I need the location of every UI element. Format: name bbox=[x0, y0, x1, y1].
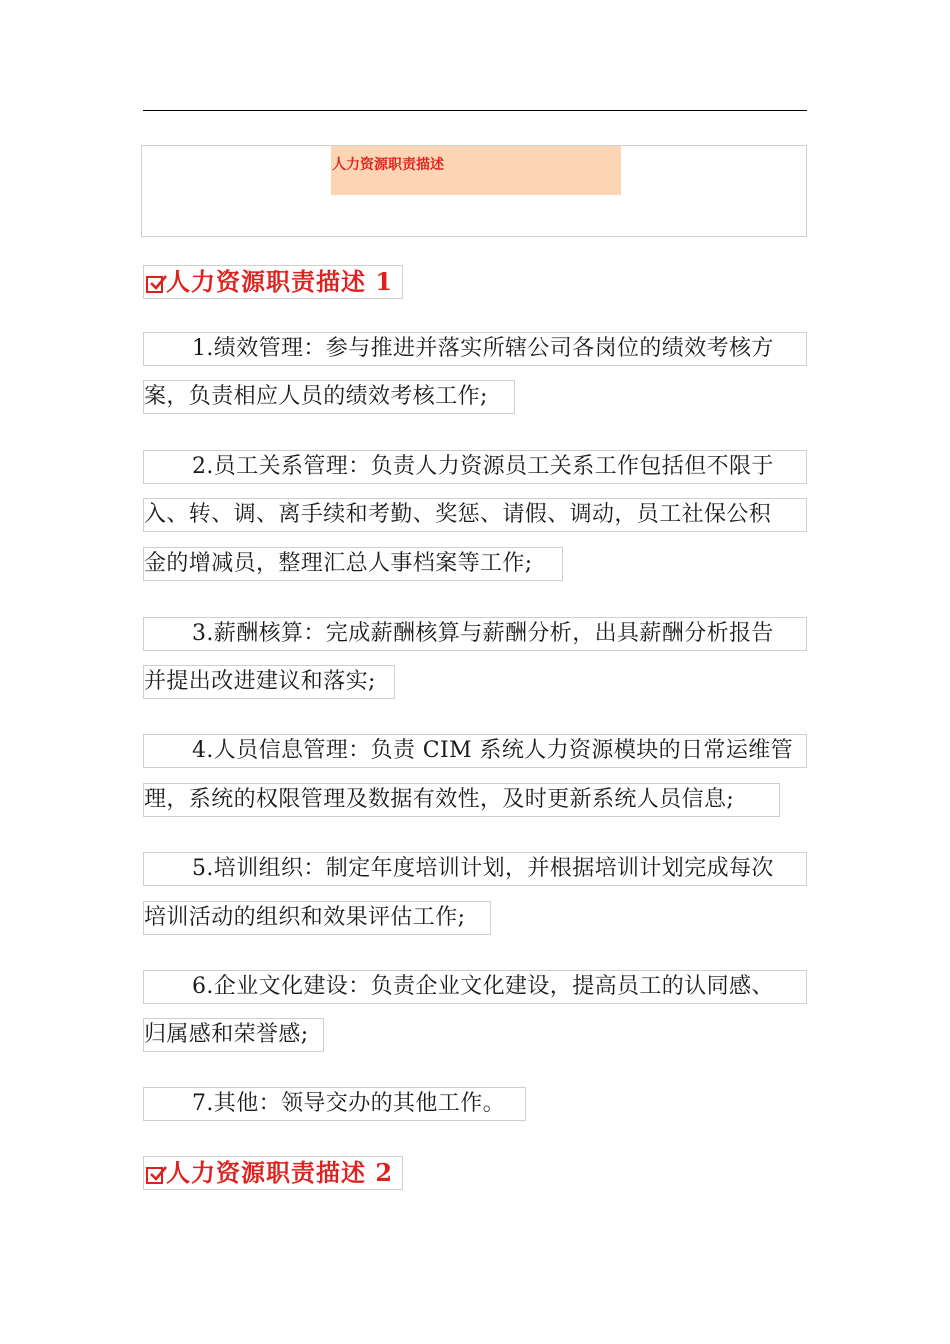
paragraph-line: 5.培训组织：制定年度培训计划，并根据培训计划完成每次 bbox=[143, 852, 807, 886]
paragraph-line: 理，系统的权限管理及数据有效性，及时更新系统人员信息; bbox=[143, 783, 780, 817]
section-title: 人力资源职责描述 1 bbox=[166, 267, 394, 296]
header-title: 人力资源职责描述 bbox=[332, 157, 444, 173]
section-title: 人力资源职责描述 2 bbox=[166, 1158, 394, 1187]
section-heading-2 bbox=[143, 1156, 403, 1190]
paragraph-line: 归属感和荣誉感; bbox=[143, 1018, 324, 1052]
paragraph-line: 并提出改进建议和落实; bbox=[143, 665, 395, 699]
paragraph-line: 金的增减员，整理汇总人事档案等工作; bbox=[143, 547, 563, 581]
checkbox-checked-icon bbox=[146, 276, 163, 293]
paragraph-line: 6.企业文化建设：负责企业文化建设，提高员工的认同感、 bbox=[143, 970, 807, 1004]
paragraph-line: 入、转、调、离手续和考勤、奖惩、请假、调动，员工社保公积 bbox=[143, 498, 807, 532]
header-band bbox=[331, 146, 621, 195]
section-heading-1 bbox=[143, 265, 403, 299]
paragraph-line: 7.其他：领导交办的其他工作。 bbox=[143, 1087, 526, 1121]
paragraph-line: 案，负责相应人员的绩效考核工作; bbox=[143, 380, 515, 414]
top-divider bbox=[143, 110, 807, 111]
paragraph-line: 1.绩效管理：参与推进并落实所辖公司各岗位的绩效考核方 bbox=[143, 332, 807, 366]
header-box bbox=[141, 145, 807, 237]
paragraph-line: 培训活动的组织和效果评估工作; bbox=[143, 901, 491, 935]
paragraph-line: 2.员工关系管理：负责人力资源员工关系工作包括但不限于 bbox=[143, 450, 807, 484]
paragraph-line: 3.薪酬核算：完成薪酬核算与薪酬分析，出具薪酬分析报告 bbox=[143, 617, 807, 651]
paragraph-line: 4.人员信息管理：负责 CIM 系统人力资源模块的日常运维管 bbox=[143, 734, 807, 768]
checkbox-checked-icon bbox=[146, 1167, 163, 1184]
